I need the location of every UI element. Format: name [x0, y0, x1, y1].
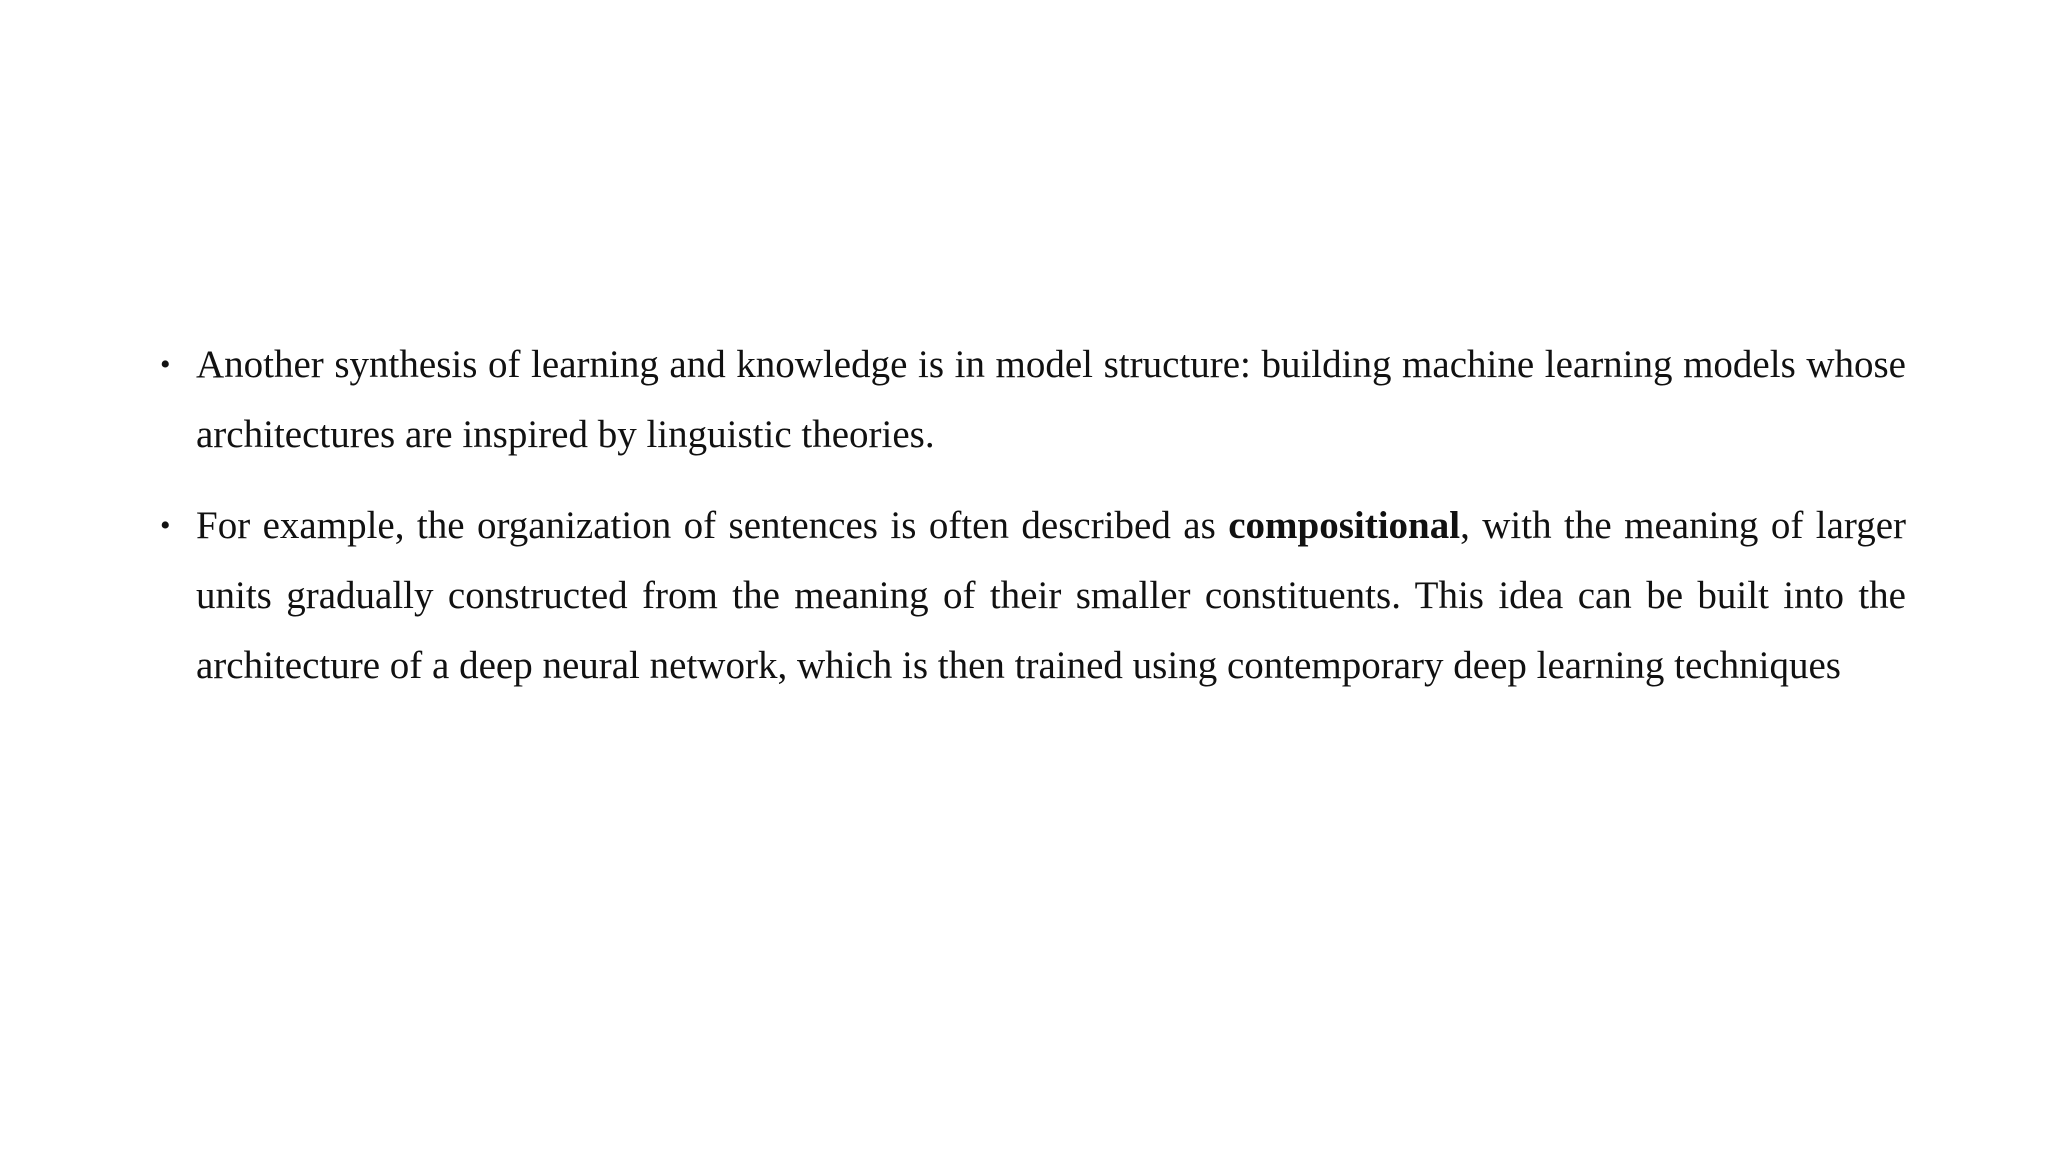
bullet-item-1 [160, 330, 1906, 470]
bullet-text-1: Another synthesis of learning and knowledge is in model structure: building machine learning models whose architectures are inspired by linguistic theories. [196, 343, 1906, 456]
bullet-icon: • [160, 348, 171, 381]
bullet-item-2 [160, 491, 1906, 701]
bullet-list [160, 330, 1906, 722]
bullet-text-2-before: For example, the organization of sentences is often described as [196, 504, 1229, 547]
bullet-text-2-bold: compositional [1228, 504, 1461, 547]
bullet-icon: • [160, 509, 171, 542]
bullet-text-2-after: , with the meaning of larger units gradually constructed from the meaning of their smaller constituents. This idea can be built into the architecture of a deep neural network, which is then trained using contemporary deep learning techniques [196, 504, 1906, 687]
